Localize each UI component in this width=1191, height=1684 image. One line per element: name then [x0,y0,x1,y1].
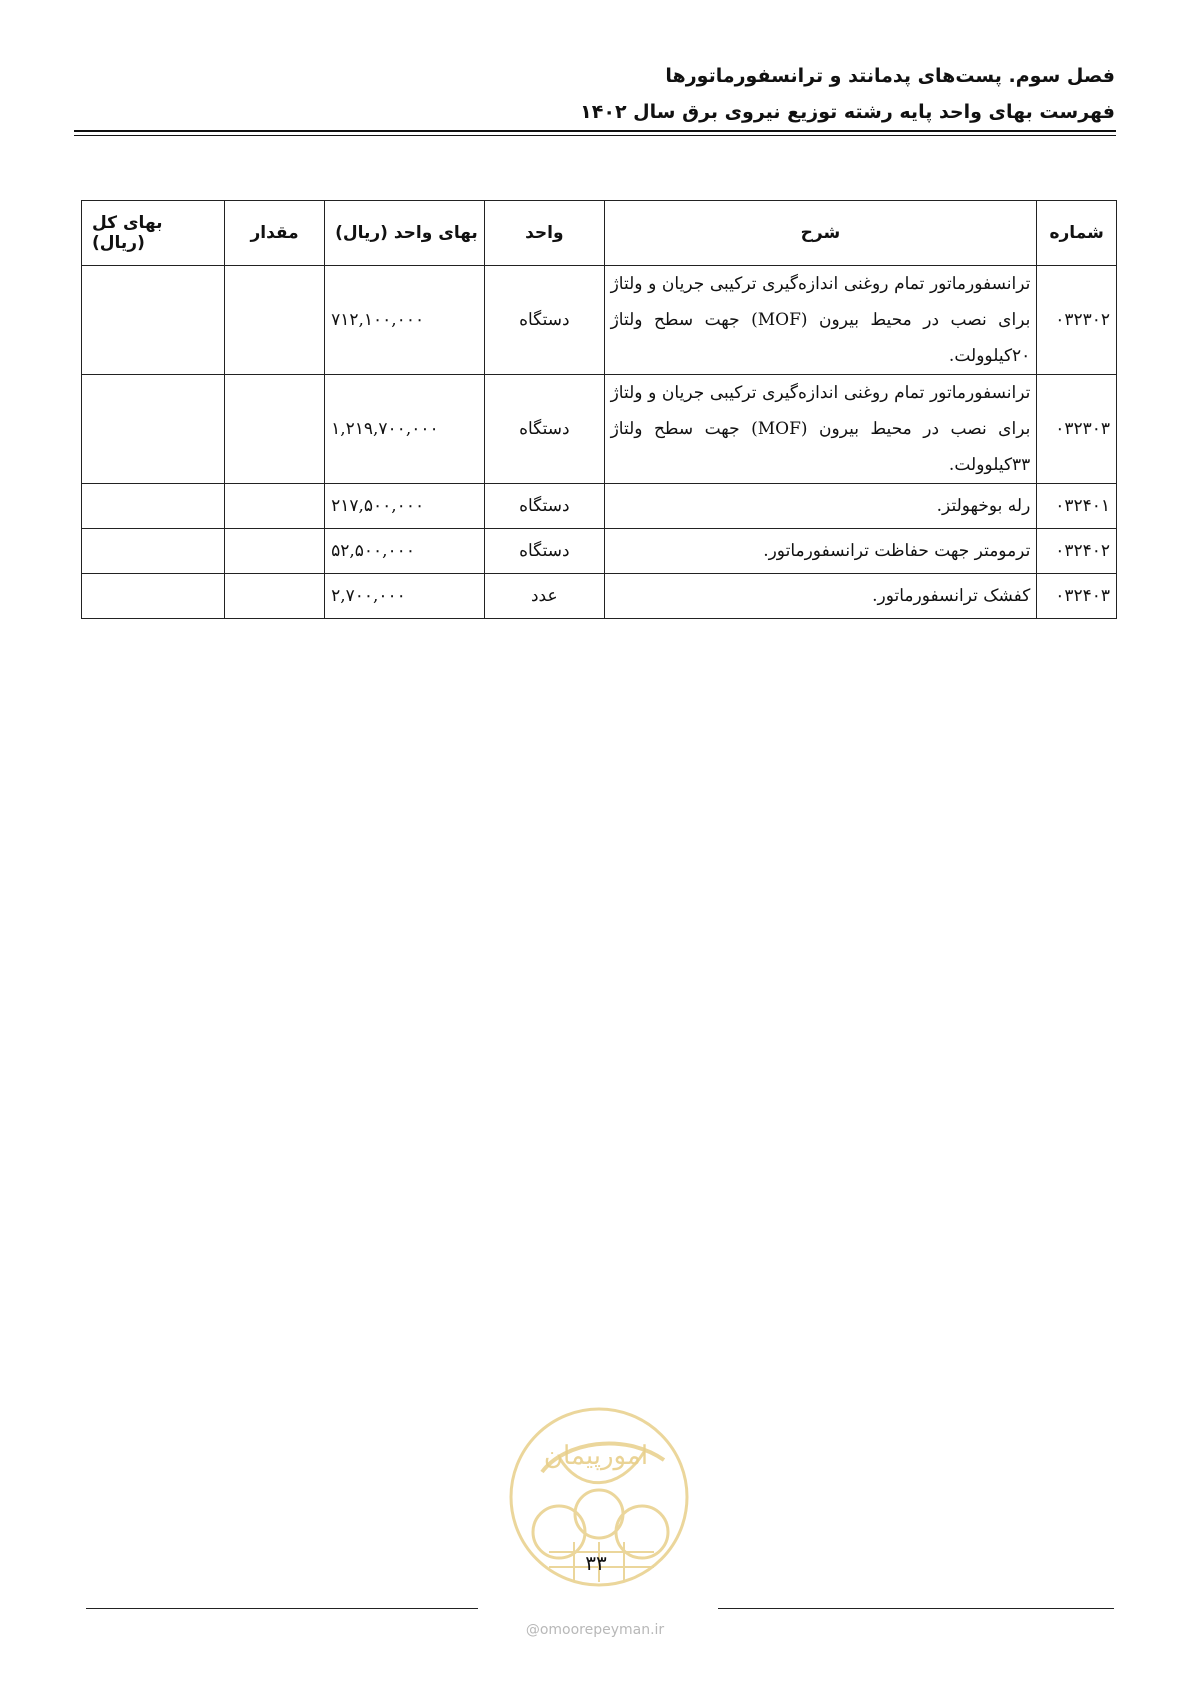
item-quantity [225,529,325,574]
item-unit-price: ۲۱۷,۵۰۰,۰۰۰ [325,484,485,529]
header-rule-thin [74,135,1116,136]
item-unit: دستگاه [485,375,605,484]
item-unit-price: ۵۲,۵۰۰,۰۰۰ [325,529,485,574]
price-list-table [81,200,1117,619]
item-code: ۰۳۲۴۰۱ [1037,484,1117,529]
item-description: ترانسفورماتور تمام روغنی اندازه‌گیری ترکیبی جریان و ولتاژ برای نصب در محیط بیرون (MOF) جهت سطح ولتاژ ۳۳کیلوولت. [604,375,1037,484]
item-unit: دستگاه [485,266,605,375]
header-rule-thick [74,130,1116,132]
item-description: ترانسفورماتور تمام روغنی اندازه‌گیری ترکیبی جریان و ولتاژ برای نصب در محیط بیرون (MOF) جهت سطح ولتاژ ۲۰کیلوولت. [604,266,1037,375]
item-total-price [82,574,225,619]
item-quantity [225,574,325,619]
footer-rule-left [86,1608,478,1609]
item-code: ۰۳۲۴۰۳ [1037,574,1117,619]
watermark-url: @omoorepeyman.ir [525,1622,665,1638]
column-header-unit-price: بهای واحد (ریال) [325,201,485,266]
item-unit: عدد [485,574,605,619]
item-total-price [82,375,225,484]
item-unit: دستگاه [485,484,605,529]
item-unit-price: ۱,۲۱۹,۷۰۰,۰۰۰ [325,375,485,484]
item-code: ۰۳۲۳۰۲ [1037,266,1117,375]
table-row [82,529,1117,574]
item-unit-price: ۲,۷۰۰,۰۰۰ [325,574,485,619]
chapter-title: فصل سوم. پست‌های پدمانتد و ترانسفورماتورها [665,65,1115,87]
table-header-row [82,201,1117,266]
column-header-unit: واحد [485,201,605,266]
column-header-total-price: بهای کل (ریال) [82,201,225,266]
item-description: رله بوخهولتز. [604,484,1037,529]
item-total-price [82,529,225,574]
item-unit: دستگاه [485,529,605,574]
item-total-price [82,266,225,375]
item-description: ترمومتر جهت حفاظت ترانسفورماتور. [604,529,1037,574]
page-header [75,58,1115,130]
table-row [82,484,1117,529]
footer-rule-right [718,1608,1114,1609]
item-code: ۰۳۲۳۰۳ [1037,375,1117,484]
table-row [82,574,1117,619]
item-quantity [225,484,325,529]
watermark-text: امورپیمان [543,1441,649,1471]
column-header-description: شرح [604,201,1037,266]
item-quantity [225,266,325,375]
item-unit-price: ۷۱۲,۱۰۰,۰۰۰ [325,266,485,375]
page-number: ۳۳ [585,1551,607,1575]
item-quantity [225,375,325,484]
table-row [82,375,1117,484]
item-total-price [82,484,225,529]
item-code: ۰۳۲۴۰۲ [1037,529,1117,574]
column-header-code: شماره [1037,201,1117,266]
table-row [82,266,1117,375]
document-title: فهرست بهای واحد پایه رشته توزیع نیروی برق سال ۱۴۰۲ [580,101,1115,123]
column-header-quantity: مقدار [225,201,325,266]
item-description: کفشک ترانسفورماتور. [604,574,1037,619]
